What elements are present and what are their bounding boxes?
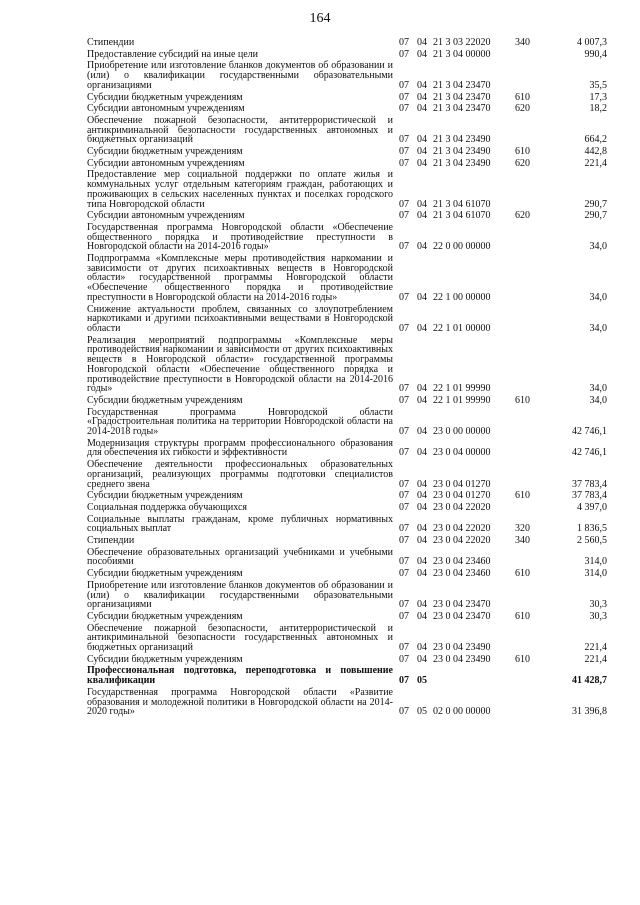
table-row xyxy=(87,396,607,408)
section-code: 07 xyxy=(399,79,409,91)
target-article-code: 23 0 04 23470 xyxy=(433,610,491,622)
section-code: 07 xyxy=(399,241,409,253)
amount: 42 746,1 xyxy=(572,426,607,438)
item-name: Стипендии xyxy=(87,535,135,547)
item-name: Субсидии бюджетным учреждениям xyxy=(87,91,243,103)
item-name: Обеспечение пожарной безопасности, антитеррористической и антикриминальной безопасности государственных автономных и бюджетных организаций xyxy=(87,622,393,654)
subsection-code: 04 xyxy=(417,556,427,568)
section-code: 07 xyxy=(399,501,409,513)
subsection-code: 04 xyxy=(417,599,427,611)
item-name: Субсидии автономным учреждениям xyxy=(87,210,245,222)
item-name: Обеспечение деятельности профессиональных образовательных организаций, реализующих программы подготовки специалистов среднего звена xyxy=(87,459,393,490)
expense-type-code: 610 xyxy=(515,91,530,103)
subsection-code: 04 xyxy=(417,478,427,490)
amount: 221,4 xyxy=(584,157,607,169)
target-article-code: 02 0 00 00000 xyxy=(433,706,491,718)
subsection-code: 04 xyxy=(417,48,427,60)
item-name: Обеспечение пожарной безопасности, антитеррористической и антикриминальной безопасности государственных автономных и бюджетных организаций xyxy=(87,114,393,146)
amount: 37 783,4 xyxy=(572,478,607,490)
section-code: 07 xyxy=(399,568,409,580)
table-row xyxy=(87,688,607,719)
budget-table xyxy=(87,38,607,719)
subsection-code: 04 xyxy=(417,447,427,459)
item-name: Стипендии xyxy=(87,37,135,48)
item-name: Субсидии бюджетным учреждениям xyxy=(87,146,243,158)
subsection-code: 04 xyxy=(417,501,427,513)
table-row xyxy=(87,116,607,147)
subsection-code: 04 xyxy=(417,642,427,654)
target-article-code: 21 3 04 23490 xyxy=(433,157,491,169)
expense-type-code: 610 xyxy=(515,146,530,158)
subsection-code: 04 xyxy=(417,79,427,91)
subsection-code: 04 xyxy=(417,653,427,665)
amount: 42 746,1 xyxy=(572,447,607,459)
section-code: 07 xyxy=(399,394,409,406)
target-article-code: 23 0 00 00000 xyxy=(433,426,491,438)
amount: 37 783,4 xyxy=(572,490,607,502)
table-row xyxy=(87,515,607,536)
target-article-code: 23 0 04 22020 xyxy=(433,523,491,535)
table-row xyxy=(87,536,607,548)
table-row xyxy=(87,38,607,50)
amount: 442,8 xyxy=(584,146,607,158)
table-row xyxy=(87,612,607,624)
table-row xyxy=(87,624,607,655)
table-row xyxy=(87,503,607,515)
table-row xyxy=(87,408,607,439)
section-code: 07 xyxy=(399,556,409,568)
section-code: 07 xyxy=(399,146,409,158)
section-code: 07 xyxy=(399,426,409,438)
amount: 2 560,5 xyxy=(577,535,607,547)
item-name: Предоставление субсидий на иные цели xyxy=(87,48,259,60)
item-name: Субсидии бюджетным учреждениям xyxy=(87,490,243,502)
section-code: 07 xyxy=(399,134,409,146)
item-name: Модернизация структуры программ профессионального образования для обеспечения их гибкости и эффективности xyxy=(87,437,393,459)
section-code: 07 xyxy=(399,535,409,547)
target-article-code: 21 3 04 23490 xyxy=(433,146,491,158)
item-name: Обеспечение образовательных организаций учебниками и учебными пособиями xyxy=(87,546,393,568)
section-code: 07 xyxy=(399,291,409,303)
amount: 18,2 xyxy=(589,103,607,115)
subsection-code: 04 xyxy=(417,610,427,622)
amount: 41 428,7 xyxy=(572,675,607,687)
subsection-code: 05 xyxy=(417,675,427,687)
expense-type-code: 610 xyxy=(515,568,530,580)
subsection-code: 04 xyxy=(417,91,427,103)
amount: 34,0 xyxy=(589,241,607,253)
target-article-code: 23 0 04 00000 xyxy=(433,447,491,459)
amount: 290,7 xyxy=(584,210,607,222)
table-row xyxy=(87,61,607,92)
amount: 34,0 xyxy=(589,322,607,334)
item-name: Приобретение или изготовление бланков документов об образовании и (или) о квалификации государственными образовательными организациями xyxy=(87,579,393,611)
target-article-code: 22 1 00 00000 xyxy=(433,291,491,303)
target-article-code: 23 0 04 23490 xyxy=(433,642,491,654)
expense-type-code: 610 xyxy=(515,490,530,502)
target-article-code: 21 3 04 61070 xyxy=(433,210,491,222)
target-article-code: 21 3 04 23470 xyxy=(433,79,491,91)
table-row xyxy=(87,254,607,305)
item-name: Предоставление мер социальной поддержки по оплате жилья и коммунальных услуг отдельным категориям граждан, работающих и проживающих в сельских населенных пунктах и поселках городского типа Новгородской области xyxy=(87,169,393,210)
target-article-code: 21 3 03 22020 xyxy=(433,37,491,48)
amount: 30,3 xyxy=(589,599,607,611)
amount: 990,4 xyxy=(584,48,607,60)
amount: 35,5 xyxy=(589,79,607,91)
section-code: 07 xyxy=(399,675,409,687)
item-name: Субсидии бюджетным учреждениям xyxy=(87,653,243,665)
item-name: Субсидии автономным учреждениям xyxy=(87,157,245,169)
section-code: 07 xyxy=(399,523,409,535)
target-article-code: 23 0 04 23470 xyxy=(433,599,491,611)
amount: 1 836,5 xyxy=(577,523,607,535)
expense-type-code: 610 xyxy=(515,610,530,622)
expense-type-code: 610 xyxy=(515,653,530,665)
target-article-code: 23 0 04 23460 xyxy=(433,556,491,568)
table-row xyxy=(87,548,607,569)
table-row xyxy=(87,460,607,491)
target-article-code: 21 3 04 23470 xyxy=(433,103,491,115)
section-code: 07 xyxy=(399,48,409,60)
target-article-code: 21 3 04 61070 xyxy=(433,198,491,210)
amount: 314,0 xyxy=(584,556,607,568)
page-number: 164 xyxy=(309,11,331,26)
target-article-code: 22 0 00 00000 xyxy=(433,241,491,253)
item-name: Социальная поддержка обучающихся xyxy=(87,501,248,513)
amount: 314,0 xyxy=(584,568,607,580)
amount: 34,0 xyxy=(589,394,607,406)
item-name: Государственная программа Новгородской области «Развитие образования и молодежной политики в Новгородской области на 2014-2020 годы» xyxy=(87,686,393,718)
section-code: 07 xyxy=(399,599,409,611)
expense-type-code: 620 xyxy=(515,157,530,169)
target-article-code: 21 3 04 23490 xyxy=(433,134,491,146)
section-code: 07 xyxy=(399,103,409,115)
subsection-code: 04 xyxy=(417,322,427,334)
target-article-code: 21 3 04 23470 xyxy=(433,91,491,103)
target-article-code: 23 0 04 22020 xyxy=(433,501,491,513)
section-code: 07 xyxy=(399,490,409,502)
target-article-code: 22 1 01 99990 xyxy=(433,394,491,406)
subsection-code: 04 xyxy=(417,198,427,210)
amount: 4 007,3 xyxy=(577,37,607,48)
item-name: Субсидии бюджетным учреждениям xyxy=(87,394,243,406)
section-code: 07 xyxy=(399,37,409,48)
item-name: Подпрограмма «Комплексные меры противодействия наркомании и зависимости от других психоактивных веществ в Новгородской области» государственной программы Новгородской области «Обеспечение общественного порядка и противодействие преступности в Новгородской области на 2014-2016 годы» xyxy=(87,253,393,303)
subsection-code: 04 xyxy=(417,103,427,115)
item-name: Приобретение или изготовление бланков документов об образовании и (или) о квалификации государственными образовательными организациями xyxy=(87,60,393,91)
subsection-code: 04 xyxy=(417,535,427,547)
subsection-code: 04 xyxy=(417,241,427,253)
subsection-code: 04 xyxy=(417,426,427,438)
subsection-code: 04 xyxy=(417,490,427,502)
amount: 221,4 xyxy=(584,642,607,654)
table-row xyxy=(87,336,607,396)
expense-type-code: 320 xyxy=(515,523,530,535)
expense-type-code: 340 xyxy=(515,37,530,48)
section-code: 07 xyxy=(399,322,409,334)
section-code: 07 xyxy=(399,157,409,169)
subsection-code: 04 xyxy=(417,157,427,169)
amount: 664,2 xyxy=(584,134,607,146)
item-name: Субсидии бюджетным учреждениям xyxy=(87,610,243,622)
table-row xyxy=(87,439,607,460)
expense-type-code: 610 xyxy=(515,394,530,406)
amount: 290,7 xyxy=(584,198,607,210)
subsection-code: 05 xyxy=(417,706,427,718)
section-code: 07 xyxy=(399,653,409,665)
section-code: 07 xyxy=(399,478,409,490)
item-name: Субсидии автономным учреждениям xyxy=(87,103,245,115)
section-code: 07 xyxy=(399,210,409,222)
section-code: 07 xyxy=(399,383,409,395)
expense-type-code: 620 xyxy=(515,103,530,115)
target-article-code: 23 0 04 23490 xyxy=(433,653,491,665)
amount: 34,0 xyxy=(589,291,607,303)
item-name: Государственная программа Новгородской области «Градостроительная политика на территории Новгородской области на 2014-2018 годы» xyxy=(87,406,393,438)
item-name: Социальные выплаты гражданам, кроме публичных нормативных социальных выплат xyxy=(87,513,393,535)
target-article-code: 22 1 01 99990 xyxy=(433,383,491,395)
table-row xyxy=(87,170,607,211)
subsection-code: 04 xyxy=(417,210,427,222)
table-row xyxy=(87,305,607,336)
item-name: Субсидии бюджетным учреждениям xyxy=(87,568,243,580)
subsection-code: 04 xyxy=(417,394,427,406)
subsection-code: 04 xyxy=(417,146,427,158)
amount: 17,3 xyxy=(589,91,607,103)
expense-type-code: 620 xyxy=(515,210,530,222)
target-article-code: 21 3 04 00000 xyxy=(433,48,491,60)
target-article-code: 23 0 04 23460 xyxy=(433,568,491,580)
table-row xyxy=(87,666,607,687)
section-code: 07 xyxy=(399,642,409,654)
section-code: 07 xyxy=(399,91,409,103)
subsection-code: 04 xyxy=(417,291,427,303)
target-article-code: 22 1 01 00000 xyxy=(433,322,491,334)
subsection-code: 04 xyxy=(417,568,427,580)
expense-type-code: 340 xyxy=(515,535,530,547)
section-code: 07 xyxy=(399,198,409,210)
subsection-code: 04 xyxy=(417,523,427,535)
item-name: Профессиональная подготовка, переподготовка и повышение квалификации xyxy=(87,665,393,687)
amount: 221,4 xyxy=(584,653,607,665)
target-article-code: 23 0 04 01270 xyxy=(433,478,491,490)
item-name: Реализация мероприятий подпрограммы «Комплексные меры противодействия наркомании и зависимости от других психоактивных веществ в Новгородской области» государственной программы Новгородской области «Обеспечение общественного порядка и противодействие преступности в Новгородской области на 2014-2016 годы» xyxy=(87,334,393,395)
item-name: Снижение актуальности проблем, связанных со злоупотреблением наркотиками и другими психоактивными веществами в Новгородской области xyxy=(87,303,393,334)
amount: 31 396,8 xyxy=(572,706,607,718)
amount: 4 397,0 xyxy=(577,501,607,513)
subsection-code: 04 xyxy=(417,383,427,395)
subsection-code: 04 xyxy=(417,37,427,48)
section-code: 07 xyxy=(399,706,409,718)
table-row xyxy=(87,223,607,254)
section-code: 07 xyxy=(399,610,409,622)
item-name: Государственная программа Новгородской области «Обеспечение общественного порядка и противодействие преступности в Новгородской области на 2014-2016 годы» xyxy=(87,221,393,253)
subsection-code: 04 xyxy=(417,134,427,146)
table-row xyxy=(87,581,607,612)
section-code: 07 xyxy=(399,447,409,459)
target-article-code: 23 0 04 01270 xyxy=(433,490,491,502)
amount: 30,3 xyxy=(589,610,607,622)
table-row xyxy=(87,147,607,159)
target-article-code: 23 0 04 22020 xyxy=(433,535,491,547)
amount: 34,0 xyxy=(589,383,607,395)
